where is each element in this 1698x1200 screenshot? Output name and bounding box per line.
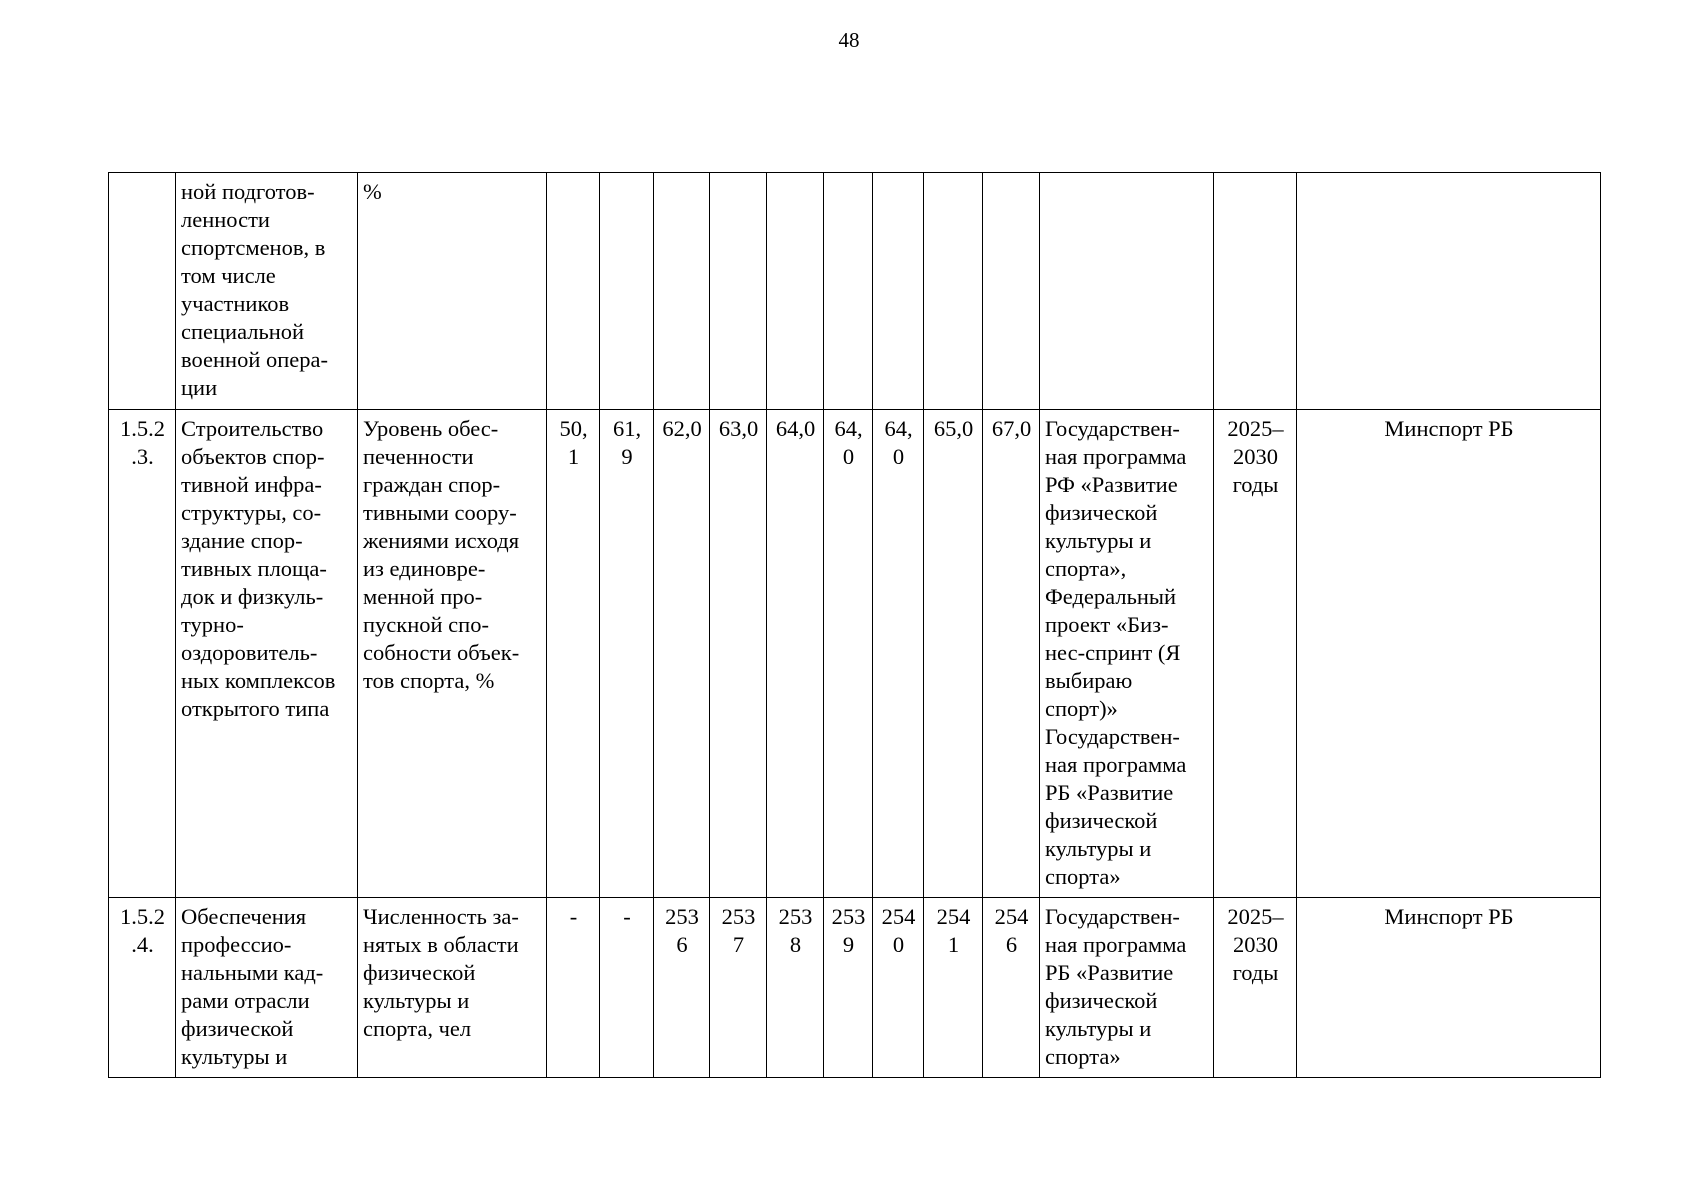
period-cell: [1214, 173, 1297, 410]
executor-cell: Минспорт РБ: [1297, 410, 1601, 898]
value-cell: 254 6: [983, 898, 1040, 1078]
row-number-cell: [109, 173, 176, 410]
executor-cell: Минспорт РБ: [1297, 898, 1601, 1078]
program-cell: Государствен- ная программа РБ «Развитие физической культуры и спорта»: [1040, 898, 1214, 1078]
value-cell: [924, 173, 983, 410]
value-cell: 63,0: [710, 410, 767, 898]
value-cell: [547, 173, 600, 410]
value-cell: 64, 0: [824, 410, 873, 898]
value-cell: 254 1: [924, 898, 983, 1078]
value-cell: [824, 173, 873, 410]
value-cell: [873, 173, 924, 410]
value-cell: [654, 173, 710, 410]
value-cell: -: [547, 898, 600, 1078]
value-cell: 61, 9: [600, 410, 654, 898]
event-cell: ной подготов- ленности спортсменов, в том числе участников специальной военной опера- ции: [176, 173, 358, 410]
program-cell: [1040, 173, 1214, 410]
value-cell: 64,0: [767, 410, 824, 898]
row-number-cell: 1.5.2 .3.: [109, 410, 176, 898]
value-cell: [710, 173, 767, 410]
indicators-table: [108, 172, 1601, 1078]
row-number-cell: 1.5.2 .4.: [109, 898, 176, 1078]
value-cell: 50, 1: [547, 410, 600, 898]
page-number: 48: [838, 28, 860, 52]
indicator-cell: Численность за- нятых в области физической культуры и спорта, чел: [358, 898, 547, 1078]
period-cell: 2025– 2030 годы: [1214, 898, 1297, 1078]
indicator-cell: %: [358, 173, 547, 410]
value-cell: [983, 173, 1040, 410]
program-cell: Государствен- ная программа РФ «Развитие физической культуры и спорта», Федеральный проект «Биз- нес-спринт (Я выбираю спорт)» Государствен- ная программа РБ «Развитие физической культуры и спорта»: [1040, 410, 1214, 898]
value-cell: 62,0: [654, 410, 710, 898]
value-cell: -: [600, 898, 654, 1078]
table-row: [109, 898, 1601, 1078]
period-cell: 2025– 2030 годы: [1214, 410, 1297, 898]
executor-cell: [1297, 173, 1601, 410]
value-cell: [767, 173, 824, 410]
value-cell: 65,0: [924, 410, 983, 898]
event-cell: Строительство объектов спор- тивной инфра- структуры, со- здание спор- тивных площа- док и физкуль- турно- оздоровитель- ных комплексов открытого типа: [176, 410, 358, 898]
value-cell: 253 9: [824, 898, 873, 1078]
indicator-cell: Уровень обес- печенности граждан спор- тивными соору- жениями исходя из единовре- менной про- пускной спо- собности объек- тов спорта, %: [358, 410, 547, 898]
value-cell: 253 8: [767, 898, 824, 1078]
value-cell: 67,0: [983, 410, 1040, 898]
value-cell: 254 0: [873, 898, 924, 1078]
value-cell: 253 7: [710, 898, 767, 1078]
value-cell: 253 6: [654, 898, 710, 1078]
event-cell: Обеспечения профессио- нальными кад- рами отрасли физической культуры и: [176, 898, 358, 1078]
value-cell: 64, 0: [873, 410, 924, 898]
table-row: [109, 410, 1601, 898]
value-cell: [600, 173, 654, 410]
table-row: [109, 173, 1601, 410]
